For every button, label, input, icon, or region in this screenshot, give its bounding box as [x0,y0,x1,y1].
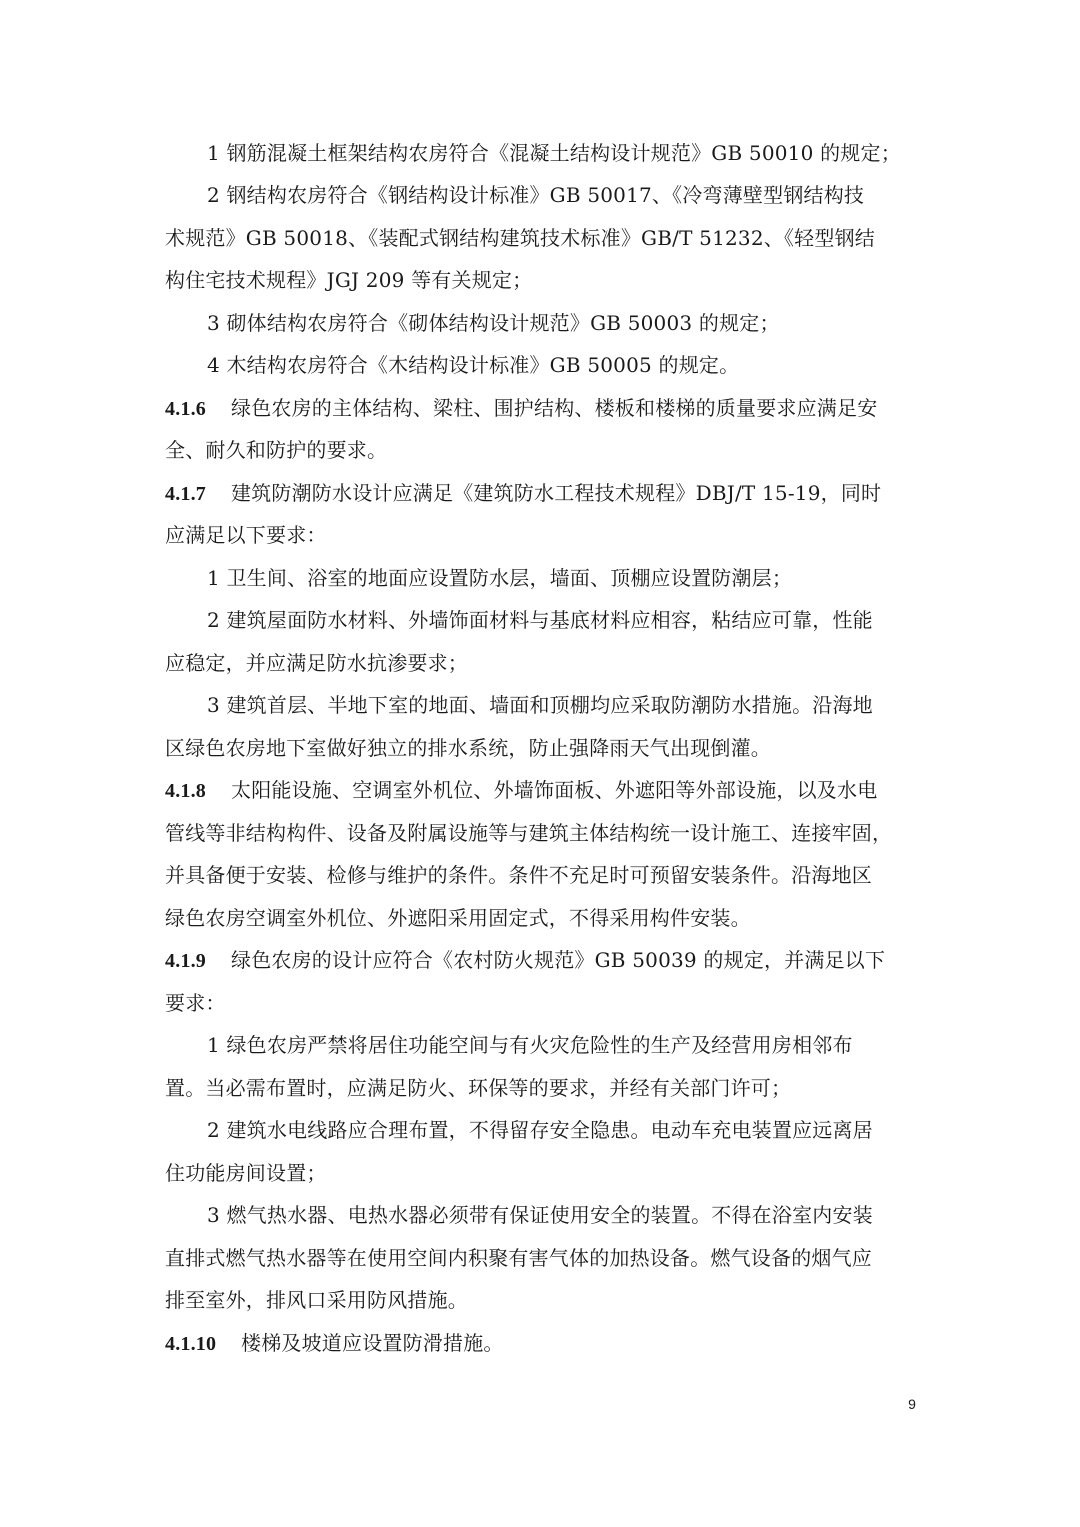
paragraph-line: 1 卫生间、浴室的地面应设置防水层，墙面、顶棚应设置防潮层； [207,566,793,590]
paragraph-line: 排至室外，排风口采用防风措施。 [165,1288,468,1312]
paragraph-line: 置。当必需布置时，应满足防火、环保等的要求，并经有关部门许可； [165,1076,792,1100]
paragraph-line: 1 钢筋混凝土框架结构农房符合《混凝土结构设计规范》GB 50010 的规定； [207,141,901,165]
paragraph-line: 2 建筑水电线路应合理布置，不得留存安全隐患。电动车充电装置应远离居 [207,1118,873,1142]
paragraph-line: 要求： [165,991,226,1015]
paragraph-line: 绿色农房空调室外机位、外遮阳采用固定式，不得采用构件安装。 [165,906,751,930]
clause-line [165,1329,504,1358]
paragraph-line: 区绿色农房地下室做好独立的排水系统，防止强降雨天气出现倒灌。 [165,736,771,760]
paragraph-line: 3 砌体结构农房符合《砌体结构设计规范》GB 50003 的规定； [207,311,780,335]
paragraph-line: 应满足以下要求： [165,523,327,547]
clause-text: 太阳能设施、空调室外机位、外墙饰面板、外遮阳等外部设施，以及水电 [231,778,878,802]
paragraph-line: 全、耐久和防护的要求。 [165,438,388,462]
paragraph-line: 3 燃气热水器、电热水器必须带有保证使用安全的装置。不得在浴室内安装 [207,1203,873,1227]
paragraph-line: 管线等非结构构件、设备及附属设施等与建筑主体结构统一设计施工、连接牢固， [165,821,893,845]
clause-number: 4.1.8 [165,780,206,802]
paragraph-line: 2 建筑屋面防水材料、外墙饰面材料与基底材料应相容，粘结应可靠，性能 [207,608,873,632]
paragraph-line: 4 木结构农房符合《木结构设计标准》GB 50005 的规定。 [207,353,740,377]
paragraph-line: 住功能房间设置； [165,1161,327,1185]
clause-text: 绿色农房的主体结构、梁柱、围护结构、楼板和楼梯的质量要求应满足安 [231,396,878,420]
clause-line [165,479,881,508]
clause-number: 4.1.10 [165,1333,217,1355]
clause-line [165,394,877,423]
clause-line [165,946,885,975]
paragraph-line: 并具备便于安装、检修与维护的条件。条件不充足时可预留安装条件。沿海地区 [165,863,872,887]
paragraph-line: 1 绿色农房严禁将居住功能空间与有火灾危险性的生产及经营用房相邻布 [207,1033,853,1057]
clause-number: 4.1.9 [165,950,206,972]
paragraph-line: 术规范》GB 50018、《装配式钢结构建筑技术标准》GB/T 51232、《轻型钢结 [165,226,875,250]
clause-number: 4.1.7 [165,483,206,505]
paragraph-line: 直排式燃气热水器等在使用空间内积聚有害气体的加热设备。燃气设备的烟气应 [165,1246,872,1270]
clause-text: 建筑防潮防水设计应满足《建筑防水工程技术规程》DBJ/T 15-19，同时 [231,481,882,505]
paragraph-line: 应稳定，并应满足防水抗渗要求； [165,651,468,675]
paragraph-line: 2 钢结构农房符合《钢结构设计标准》GB 50017、《冷弯薄壁型钢结构技 [207,183,865,207]
paragraph-line: 3 建筑首层、半地下室的地面、墙面和顶棚均应采取防潮防水措施。沿海地 [207,693,873,717]
paragraph-line: 构住宅技术规程》JGJ 209 等有关规定； [165,268,533,292]
clause-text: 楼梯及坡道应设置防滑措施。 [241,1331,504,1355]
clause-line [165,776,877,805]
clause-number: 4.1.6 [165,398,206,420]
page-number: 9 [908,1396,916,1412]
clause-text: 绿色农房的设计应符合《农村防火规范》GB 50039 的规定，并满足以下 [231,948,886,972]
